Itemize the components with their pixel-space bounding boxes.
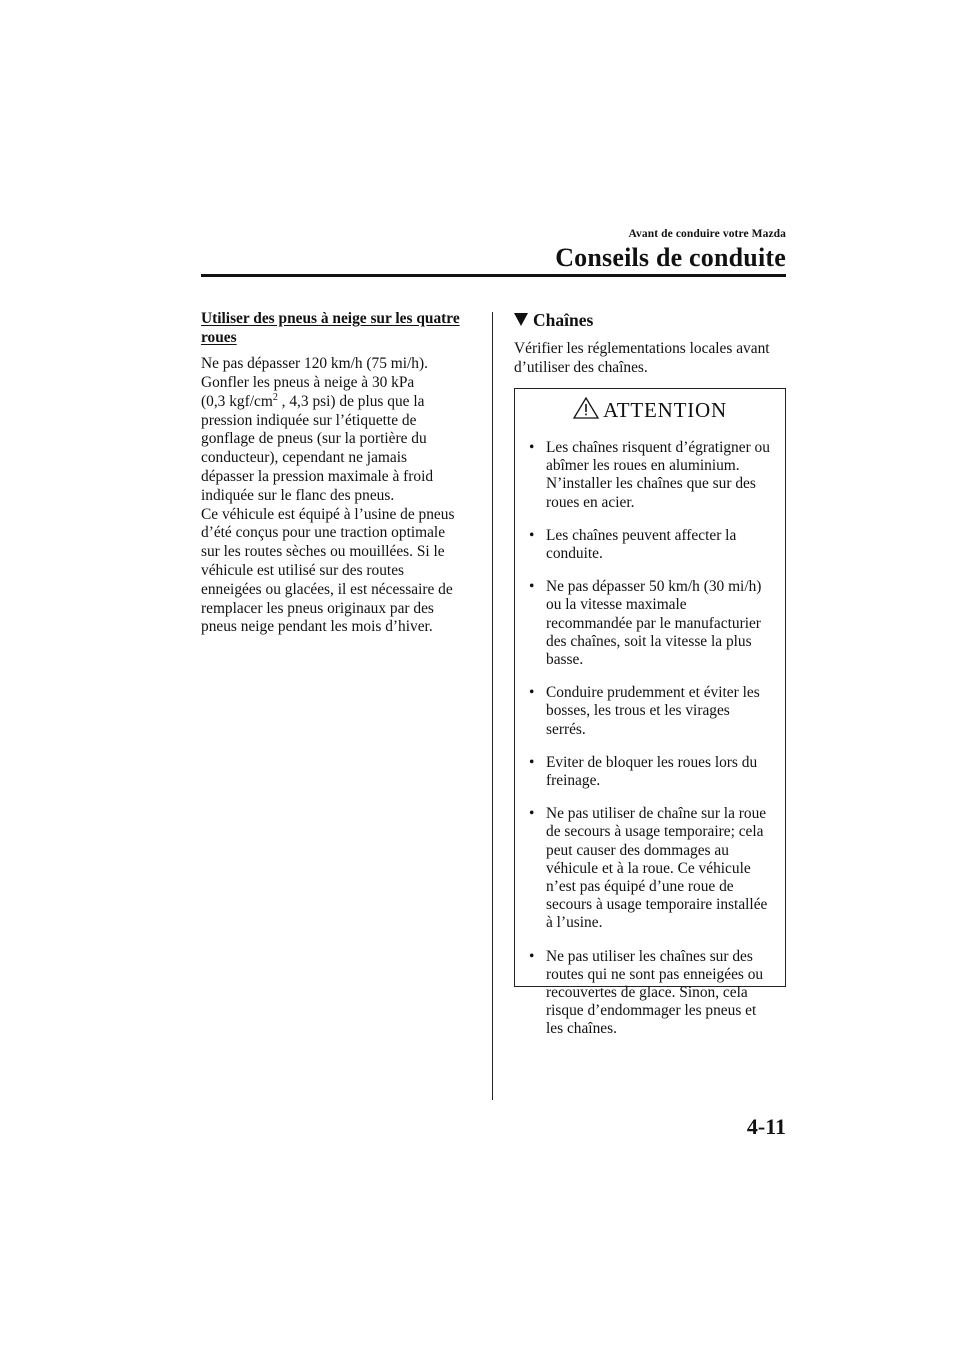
header-rule: [201, 274, 786, 277]
chains-section-title: [514, 310, 786, 330]
attention-item: [525, 684, 773, 739]
attention-box: [514, 388, 786, 1038]
chapter-title: Avant de conduire votre Mazda: [628, 228, 786, 240]
body-text-part1: Ne pas dépasser 120 km/h (75 mi/h). Gonfler les pneus à neige à 30 kPa (0,3 kgf/cm: [201, 355, 428, 410]
column-divider: [492, 312, 493, 1100]
right-column: [514, 310, 786, 378]
attention-label: ATTENTION: [603, 397, 727, 422]
attention-item-text: Les chaînes risquent d’égratigner ou abîmer les roues en aluminium. N’installer les chaînes que sur des roues en acier.: [546, 439, 770, 511]
superscript: 2: [272, 391, 278, 403]
attention-item: [525, 578, 773, 669]
attention-item: [525, 805, 773, 932]
attention-item-text: Conduire prudemment et éviter les bosses, les trous et les virages serrés.: [546, 684, 760, 738]
attention-item-text: Ne pas utiliser de chaîne sur la roue de secours à usage temporaire; cela peut causer des dommages au véhicule et à la roue. Ce véhicule n’est pas équipé d’une roue de secours à usage temporaire installée à l’usine.: [546, 805, 768, 932]
attention-item-text: Eviter de bloquer les roues lors du freinage.: [546, 753, 758, 790]
warning-triangle-icon: [573, 397, 599, 424]
attention-item: [525, 754, 773, 790]
bullet-icon: •: [529, 526, 535, 544]
attention-item-text: Ne pas dépasser 50 km/h (30 mi/h) ou la vitesse maximale recommandée par le manufacturier des chaînes, soit la vitesse la plus basse.: [546, 578, 762, 669]
attention-list: [515, 439, 785, 1039]
body-text-part2: , 4,3 psi) de plus que la pression indiquée sur l’étiquette de gonflage de pneus (sur la portière du conducteur), cependant ne jamais dépasser la pression maximale à froid indiquée sur le flanc des pneus. Ce véhicule est équipé à l’usine de pneus d’été conçus pour une traction optimale sur les routes sèches ou mouillées. Si le véhicule est utilisé sur des routes enneigées ou glacées, il est nécessaire de remplacer les pneus originaux par des pneus neige pendant les mois d’hiver.: [201, 392, 455, 636]
bullet-icon: •: [529, 753, 535, 771]
bullet-icon: •: [529, 439, 535, 456]
page-number: 4-11: [746, 1114, 786, 1139]
attention-item: [525, 439, 773, 512]
bullet-icon: •: [529, 578, 535, 596]
bullet-icon: •: [529, 947, 535, 965]
bullet-icon: •: [529, 805, 535, 823]
bullet-icon: •: [529, 684, 535, 702]
left-column: [201, 310, 473, 637]
section-header-title: Conseils de conduite: [555, 243, 786, 272]
chains-intro: Vérifier les réglementations locales avant d’utiliser des chaînes.: [514, 340, 770, 376]
attention-item: [525, 948, 773, 1039]
triangle-down-icon: [514, 311, 528, 330]
snow-tires-body: [201, 355, 473, 637]
attention-item-text: Les chaînes peuvent affecter la conduite.: [546, 526, 737, 563]
attention-item: [525, 527, 773, 563]
attention-header: [515, 397, 785, 423]
attention-item-text: Ne pas utiliser les chaînes sur des routes qui ne sont pas enneigées ou recouvertes de glace. Sinon, cela risque d’endommager les pneus et les chaînes.: [546, 947, 764, 1038]
snow-tires-heading: Utiliser des pneus à neige sur les quatre roues: [201, 310, 460, 346]
chains-title-text: Chaînes: [533, 309, 594, 330]
